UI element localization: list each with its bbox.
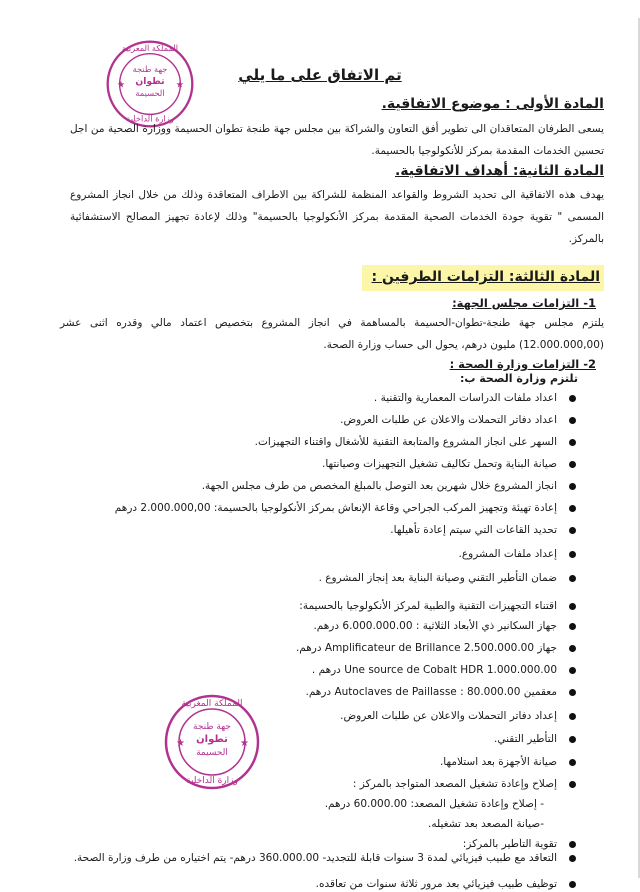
svg-text:المملكة المغربية: المملكة المغربية: [181, 699, 243, 709]
list-item-text: ضمان التأطير التقني وصيانة البناية بعد إنجاز المشروع .: [318, 572, 557, 584]
list-item-text: جهاز السكانير ذي الأبعاد الثلاثية : 6.000.000.00 درهم.: [313, 620, 557, 632]
list-item: [60, 852, 576, 864]
bullet-icon: [569, 759, 576, 766]
list-item: [60, 600, 576, 612]
bullet-icon: [569, 439, 576, 446]
list-item: [60, 838, 576, 850]
article1-text: يسعى الطرفان المتعاقدان الى تطوير أفق التعاون والشراكة بين مجلس جهة طنجة تطوان الحسيمة ووزارة الصحية من اجل تحسين الخدمات المقدمة بمركز للأنكولوجيا بالحسيمة.: [70, 123, 604, 157]
list-item: [60, 620, 576, 632]
article2-heading: المادة الثانية: أهداف الاتفاقية.: [394, 163, 604, 179]
list-item-text: 1.000.000.00 Une source de Cobalt HDR درهم .: [311, 664, 557, 676]
bullet-icon: [569, 395, 576, 402]
list-item: [60, 436, 576, 448]
svg-text:الحسيمة: الحسيمة: [135, 87, 165, 98]
svg-text:★: ★: [240, 738, 249, 749]
bullet-icon: [569, 483, 576, 490]
article3-heading: المادة الثالثة: التزامات الطرفين :: [371, 269, 600, 285]
svg-text:★: ★: [176, 738, 185, 749]
list-item-text: إعداد دفاتر التحملات والاعلان عن طلبات العروض.: [340, 710, 557, 722]
svg-text:الحسيمة: الحسيمة: [196, 748, 228, 758]
list-item-text: إعداد ملفات المشروع.: [458, 548, 557, 560]
seal-top-line1: المملكة المغربية: [121, 42, 179, 53]
bullet-icon: [569, 841, 576, 848]
bullet-icon: [569, 461, 576, 468]
svg-text:جهة طنجة: جهة طنجة: [132, 64, 168, 75]
svg-text:★: ★: [116, 79, 126, 91]
sub-list-item: - إصلاح وإعادة تشغيل المصعد: 60.000.00 درهم.: [324, 798, 544, 810]
list-item-text: التأطير التقني.: [494, 733, 557, 745]
list-item: [60, 778, 576, 790]
bullet-icon: [569, 505, 576, 512]
list-item: [60, 480, 576, 492]
list-item-text: معقمين Autoclaves de Paillasse : 80.000.00 درهم.: [305, 686, 557, 698]
list-item: [60, 392, 576, 404]
list-item: [60, 458, 576, 470]
bullet-icon: [569, 603, 576, 610]
bullet-icon: [569, 689, 576, 696]
bullet-icon: [569, 781, 576, 788]
bullet-icon: [569, 551, 576, 558]
council-obligations-heading: 1- التزامات مجلس الجهة:: [452, 296, 596, 310]
list-item: [60, 524, 576, 536]
sub-list-item: -صيانة المصعد بعد تشغيله.: [428, 818, 544, 830]
bullet-icon: [569, 855, 576, 862]
list-item-text: انجاز المشروع خلال شهرين بعد التوصل بالمبلغ المخصص من طرف مجلس الجهة.: [201, 480, 557, 492]
list-item-text: إعادة تهيئة وتجهيز المركب الجراحي وقاعة الإنعاش بمركز الأنكولوجيا بالحسيمة: 2.000.000,00 درهم: [114, 502, 557, 514]
bullet-icon: [569, 417, 576, 424]
ministry-obligations-heading: 2- التزامات وزارة الصحة :: [449, 357, 596, 371]
svg-text:جهة طنجة: جهة طنجة: [193, 722, 231, 732]
bullet-icon: [569, 527, 576, 534]
list-item: [60, 733, 576, 745]
list-item-text: اعداد دفاتر التحملات والاعلان عن طلبات العروض.: [340, 414, 557, 426]
list-item-text: جهاز Amplificateur de Brillance 2.500.000.00 درهم.: [295, 642, 557, 654]
list-item: [60, 878, 576, 890]
svg-text:وزارة الداخلية: وزارة الداخلية: [186, 776, 238, 786]
article2-text: يهدف هذه الاتفاقية الى تحديد الشروط والقواعد المنظمة للشراكة بين الاطراف المتعاقدة وذلك من خلال انجاز المشروع المسمى " تقوية جودة الخدمات الصحية المقدمة بمركز الأنكولوجيا بالحسيمة" وذلك لإعادة تجهيز المصالح الاستشفائية بالمركز.: [70, 189, 604, 245]
article1-heading: المادة الأولى : موضوع الاتفاقية.: [381, 96, 604, 112]
document-title: تم الاتفاق على ما يلي: [238, 66, 402, 84]
list-item: [60, 710, 576, 722]
list-item: [60, 686, 576, 698]
bullet-icon: [569, 645, 576, 652]
list-item-text: السهر على انجاز المشروع والمتابعة التقنية للأشغال واقتناء التجهيزات.: [254, 436, 557, 448]
list-item-text: اقتناء التجهيزات التقنية والطبية لمركز الأنكولوجيا بالحسيمة:: [299, 600, 557, 612]
list-item: [60, 642, 576, 654]
list-item-text: التعاقد مع طبيب فيزيائي لمدة 3 سنوات قابلة للتجديد- 360.000.00 درهم- يتم اختياره من طرف وزارة الصحة.: [73, 852, 557, 864]
list-item: [60, 548, 576, 560]
list-item: [60, 502, 576, 514]
list-item-text: إصلاح وإعادة تشغيل المصعد المتواجد بالمركز :: [352, 778, 557, 790]
list-item-text: صيانة البناية وتحمل تكاليف تشغيل التجهيزات وصيانتها.: [322, 458, 557, 470]
bullet-icon: [569, 575, 576, 582]
list-item: [60, 572, 576, 584]
bullet-icon: [569, 881, 576, 888]
svg-text:تطوان: تطوان: [135, 76, 165, 87]
svg-text:★: ★: [175, 79, 185, 91]
list-item: [60, 756, 576, 768]
svg-text:تطوان: تطوان: [196, 734, 228, 745]
bullet-icon: [569, 623, 576, 630]
council-obligations-text: يلتزم مجلس جهة طنجة-تطوان-الحسيمة بالمساهمة في انجاز المشروع بتخصيص اعتماد مالي وقدره اثنى عشر (12.000.000,00) مليون درهم، يحول الى حساب وزارة الصحة.: [60, 317, 604, 351]
list-item-text: صيانة الأجهزة بعد استلامها.: [439, 756, 557, 768]
ministry-intro: تلتزم وزارة الصحة ب:: [459, 372, 578, 385]
list-item-text: تقوية التأطير بالمركز:: [462, 838, 557, 850]
bullet-icon: [569, 713, 576, 720]
list-item: [60, 414, 576, 426]
bullet-icon: [569, 667, 576, 674]
official-seal-top: [104, 38, 196, 130]
list-item-text: تحديد القاعات التي سيتم إعادة تأهيلها.: [390, 524, 557, 536]
list-item-text: اعداد ملفات الدراسات المعمارية والتقنية .: [373, 392, 557, 404]
list-item: [60, 664, 576, 676]
svg-text:وزارة الداخلية: وزارة الداخلية: [126, 113, 174, 124]
list-item-text: توظيف طبيب فيزيائي بعد مرور ثلاثة سنوات من تعاقده.: [315, 878, 557, 890]
bullet-icon: [569, 736, 576, 743]
